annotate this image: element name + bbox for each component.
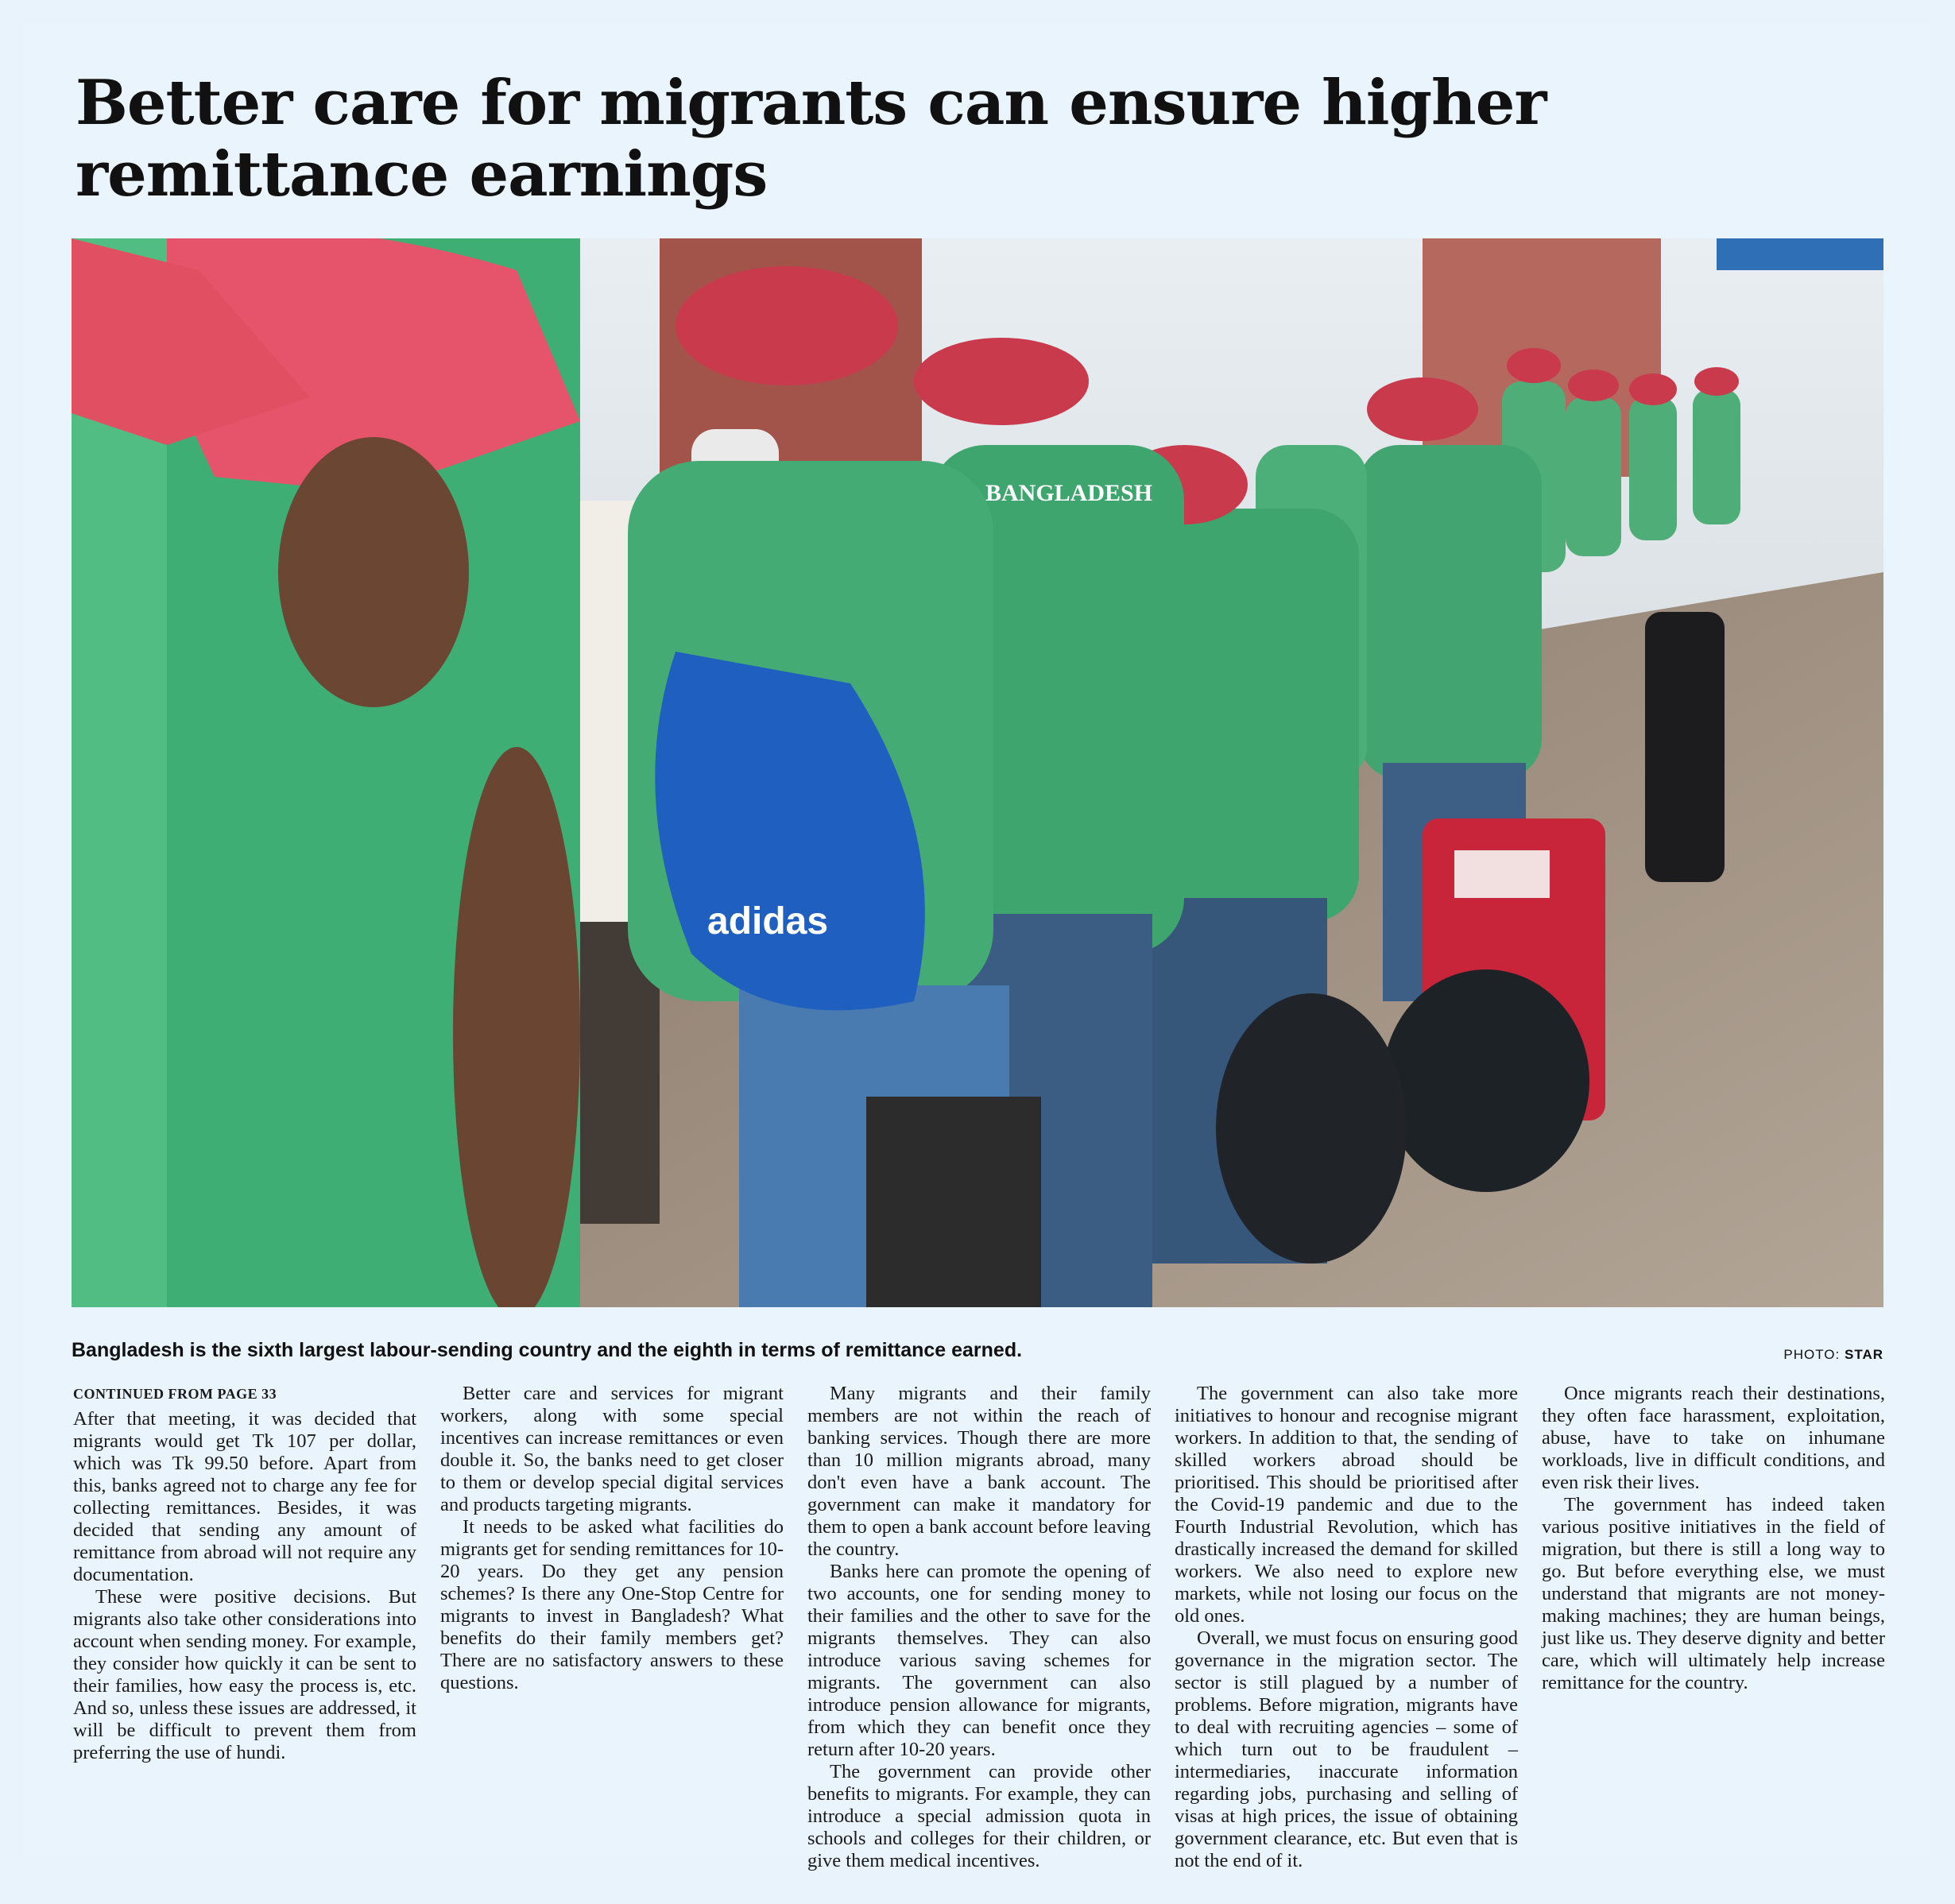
paragraph: Overall, we must focus on ensuring good governance in the migration sector. The sector is still plagued by a number of problems. Before migration, migrants have to deal with recruiting agencies – some of which turn out to be fraudulent – intermediaries, inaccurate information regarding jobs, purchasing and selling of visas at high prices, the issue of obtaining government clearance, etc. But even that is not the end of it. — [1175, 1627, 1518, 1871]
photo-caption: Bangladesh is the sixth largest labour-sending country and the eighth in terms of remittance earned. — [72, 1339, 1023, 1361]
article-body — [73, 1383, 1885, 1871]
bag-print: adidas — [707, 900, 829, 942]
photo-credit — [1783, 1347, 1883, 1363]
paragraph: Many migrants and their family members are not within the reach of banking services. Though there are more than 10 million migrants abroad, many don't even have a bank account. The government can make it mandatory for them to open a bank account before leaving the country. — [807, 1383, 1151, 1560]
column-1 — [73, 1383, 416, 1872]
column-5 — [1542, 1383, 1885, 1872]
column-2 — [440, 1383, 784, 1872]
newspaper-page — [24, 24, 1931, 1871]
paragraph: The government can also take more initiatives to honour and recognise migrant workers. In addition to that, the sending of skilled workers abroad should be prioritised. This should be prioritised after the Covid-19 pandemic and due to the Fourth Industrial Revolution, which has drastically increased the demand for skilled workers. We also need to explore new markets, while not losing our focus on the old ones. — [1175, 1383, 1518, 1627]
headline: Better care for migrants can ensure higher remittance earnings — [75, 67, 1547, 211]
credit-source: STAR — [1844, 1347, 1883, 1362]
paragraph: It needs to be asked what facilities do migrants get for sending remittances for 10-20 years. Do they get any pension schemes? Is there any One-Stop Centre for migrants to invest in Bangladesh? What benefits do their family members get? There are no satisfactory answers to these questions. — [440, 1516, 784, 1693]
column-4 — [1175, 1383, 1518, 1872]
paragraph: These were positive decisions. But migrants also take other considerations into account when sending money. For example, they consider how quickly it can be sent to their families, how easy the process is, etc. And so, unless these issues are addressed, it will be difficult to prevent them from preferring the use of hundi. — [73, 1586, 416, 1763]
paragraph: Banks here can promote the opening of two accounts, one for sending money to their families and the other to save for the migrants themselves. They can also introduce various saving schemes for migrants. The government can also introduce pension allowance for migrants, from which they can benefit once they return after 10-20 years. — [807, 1561, 1151, 1760]
paragraph: The government has indeed taken various positive initiatives in the field of migration, but there is still a long way to go. But before everything else, we must understand that migrants are not money-making machines; they are human beings, just like us. They deserve dignity and better care, which will ultimately help increase remittance for the country. — [1542, 1494, 1885, 1693]
continued-kicker: CONTINUED FROM PAGE 33 — [73, 1386, 277, 1402]
credit-label: PHOTO: — [1783, 1347, 1841, 1362]
paragraph: After that meeting, it was decided that migrants would get Tk 107 per dollar, which was Tk 99.50 before. Apart from this, banks agreed not to charge any fee for collecting remittances. Besides, it was decided that sending any amount of remittance from abroad will not require any documentation. — [73, 1408, 416, 1585]
paragraph: Once migrants reach their destinations, they often face harassment, exploitation, abuse, have to take on inhumane workloads, live in difficult conditions, and even risk their lives. — [1542, 1383, 1885, 1493]
shirt-print-1: BANGLADESH — [985, 480, 1153, 506]
paragraph: The government can provide other benefits to migrants. For example, they can introduce a special admission quota in schools and colleges for their children, or give them medical incentives. — [807, 1761, 1151, 1871]
article-photo — [72, 238, 1883, 1307]
paragraph: Better care and services for migrant workers, along with some special incentives can increase remittances or even double it. So, the banks need to get closer to them or develop special digital services and products targeting migrants. — [440, 1383, 784, 1515]
column-3 — [807, 1383, 1151, 1872]
